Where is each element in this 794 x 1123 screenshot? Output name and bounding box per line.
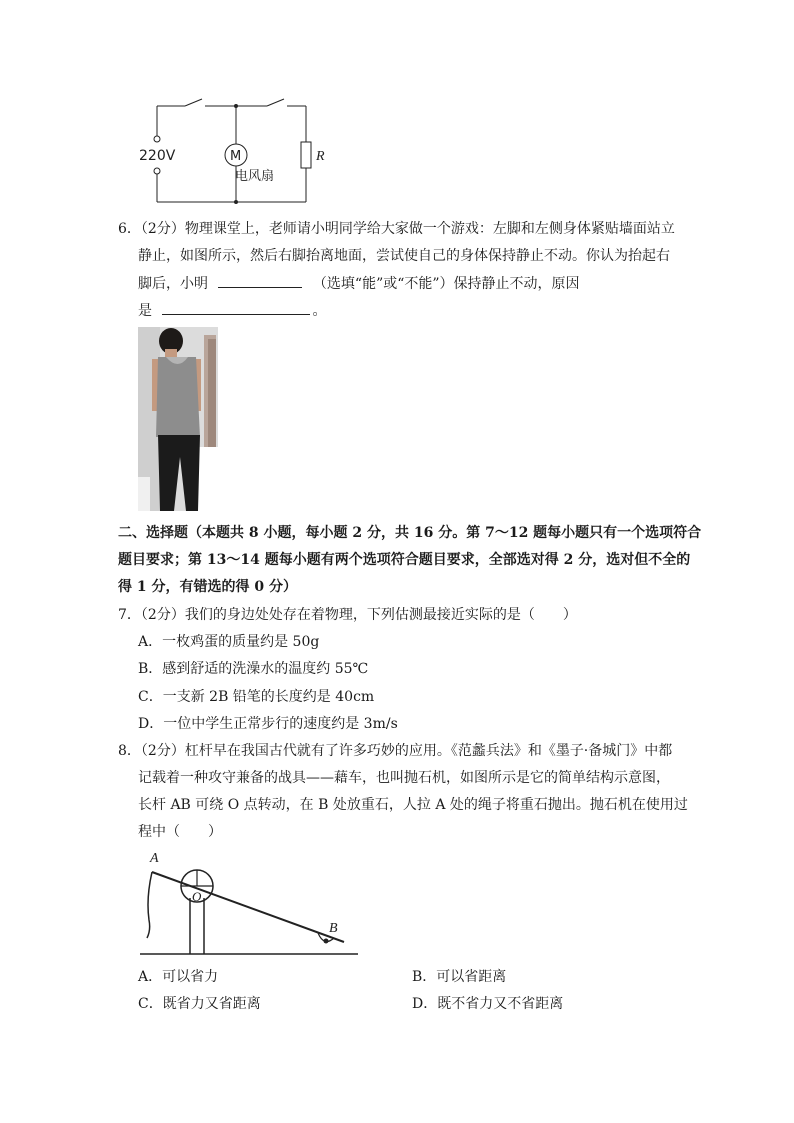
circuit-diagram [130,96,330,208]
voltage-label: 220V [139,148,176,164]
q7-option-a[interactable]: A．一枚鸡蛋的质量约是 50g [138,634,320,650]
q6-text-3a: 脚后，小明 [138,276,208,292]
lever-diagram [140,848,365,960]
motor-symbol: M [230,149,242,164]
q6-text-3b: （选填“能”或“不能”）保持静止不动，原因 [312,276,580,292]
q8-option-d[interactable]: D．既不省力又不省距离 [412,996,564,1012]
q6-score: （2分） [140,221,185,237]
motor-name-label: 电风扇 [235,169,275,184]
q6-line-3 [138,273,580,294]
lever-label-a: A [150,851,159,866]
q8-line-1: 8．（2分）杠杆早在我国古代就有了许多巧妙的应用。《范蠡兵法》和《墨子·备城门》中都 [118,743,673,759]
q7-option-d[interactable]: D．一位中学生正常步行的速度约是 3m/s [138,716,398,732]
section-2-heading-2: 题目要求；第 13～14 题每小题有两个选项符合题目要求，全部选对得 2 分，选对但不全的 [118,552,691,568]
q6-line-4 [138,300,326,321]
section-2-heading-3: 得 1 分，有错选的得 0 分） [118,579,297,595]
q7-option-b[interactable]: B．感到舒适的洗澡水的温度约 55℃ [138,661,369,677]
q6-text-1: 物理课堂上，老师请小明同学给大家做一个游戏：左脚和左侧身体紧贴墙面站立 [184,221,675,237]
q8-line-3: 长杆 AB 可绕 O 点转动，在 B 处放重石，人拉 A 处的绳子将重石抛出。抛石机在使用过 [138,797,688,813]
q6-number: 6． [118,221,141,237]
q8-option-b[interactable]: B．可以省距离 [412,969,507,985]
q6-text-4b: 。 [312,303,327,319]
q8-option-a[interactable]: A．可以省力 [138,969,219,985]
resistor-label: R [316,149,325,164]
q8-line-4: 程中（ ） [138,824,222,840]
q6-line-1 [118,219,675,239]
q7-option-c[interactable]: C．一支新 2B 铅笔的长度约是 40cm [138,689,375,705]
lever-label-o: O [192,889,202,904]
q8-option-c[interactable]: C．既省力又省距离 [138,996,261,1012]
q6-text-4a: 是 [138,303,152,319]
lever-label-b: B [329,921,338,936]
student-wall-photo [138,327,218,511]
section-2-heading-1: 二、选择题（本题共 8 小题，每小题 2 分，共 16 分。第 7～12 题每小题只有一个选项符合 [118,525,702,541]
q6-line-2: 静止，如图所示，然后右脚抬离地面，尝试使自己的身体保持静止不动。你认为抬起右 [138,248,670,264]
q7-stem: 7．（2分）我们的身边处处存在着物理，下列估测最接近实际的是（ ） [118,607,577,623]
q8-line-2: 记载着一种攻守兼备的战具——藉车，也叫抛石机，如图所示是它的简单结构示意图， [138,770,670,786]
q6-blank-1[interactable] [218,273,302,288]
q6-blank-2[interactable] [162,300,310,315]
